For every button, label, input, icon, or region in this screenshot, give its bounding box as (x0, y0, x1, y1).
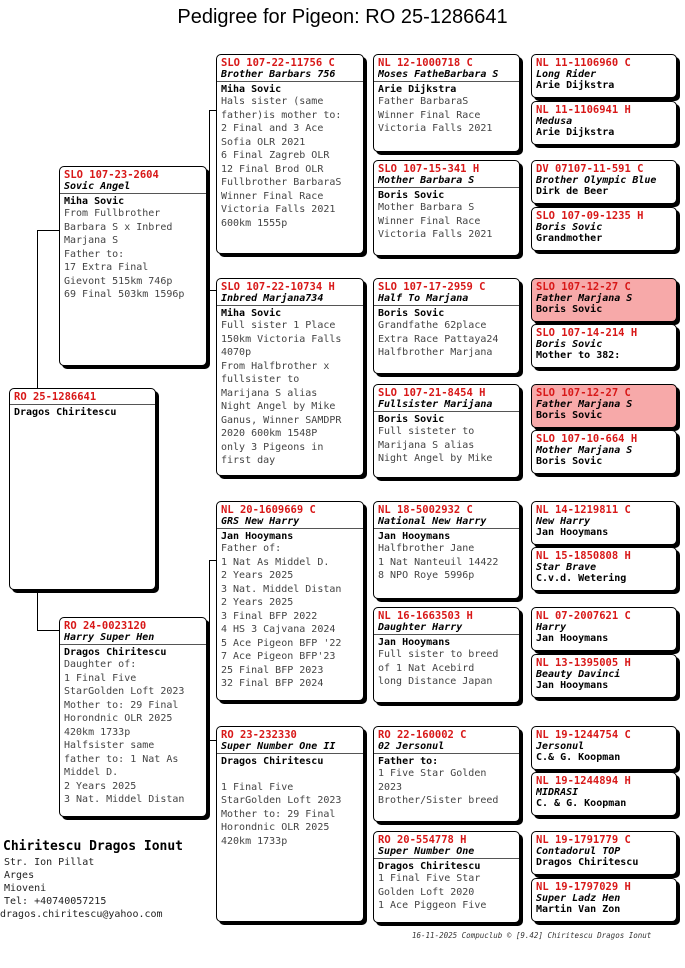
ring-number: NL 11-1106960 C (536, 57, 631, 69)
footer-credit: 16-11-2025 Compuclub © [9.42] Chiritescu Dragos Ionut (412, 931, 652, 940)
pigeon-name: Contadorul TOP (536, 846, 621, 857)
owner: Dragos Chiritescu (221, 756, 324, 767)
pigeon-name: National New Harry (378, 516, 487, 527)
pigeon-card-sire-sire[interactable] (216, 54, 364, 254)
pigeon-card-g9[interactable] (531, 501, 677, 545)
description: Grandfathe 62place Extra Race Pattaya24 Halfbrother Marjana (378, 320, 499, 358)
pigeon-name: 02 Jersonul (378, 741, 445, 752)
description: Full sister 1 Place 150km Victoria Falls 4070p From Halfbrother x fullsister to Marijana S alias Night Angel by Mike Ganus, Winner SAMDPR 2020 600km 1548P only 3 Pigeons in first day (221, 320, 342, 466)
pigeon-card-g8[interactable] (531, 430, 677, 474)
connector (209, 560, 210, 740)
pigeon-name: Boris Sovic (536, 339, 603, 350)
ring-number: NL 11-1106941 H (536, 104, 631, 116)
pigeon-card-ddd[interactable] (373, 831, 520, 923)
connector (37, 230, 38, 390)
owner: C.v.d. Wetering (536, 573, 627, 584)
pigeon-name: Long Rider (536, 69, 597, 80)
ring-number: NL 14-1219811 C (536, 504, 631, 516)
pigeon-card-g1[interactable] (531, 54, 677, 98)
pigeon-name: Boris Sovic (536, 222, 603, 233)
divider (60, 644, 206, 645)
ring-number: RO 24-0023120 (64, 620, 147, 632)
pigeon-card-dam-dam[interactable] (216, 726, 364, 922)
ring-number: NL 20-1609669 C (221, 504, 316, 516)
divider (217, 753, 363, 754)
owner: Boris Sovic (378, 190, 445, 201)
divider (374, 411, 519, 412)
pigeon-card-sss[interactable] (373, 54, 520, 152)
pigeon-name: Jersonul (536, 741, 585, 752)
pigeon-name: Harry (536, 622, 567, 633)
ring-number: RO 20-554778 H (378, 834, 467, 846)
pigeon-name: Star Brave (536, 562, 597, 573)
description: Mother Barbara S Winner Final Race Victoria Falls 2021 (378, 202, 493, 240)
page-title: Pedigree for Pigeon: RO 25-1286641 (177, 6, 508, 28)
owner: Father to: (378, 756, 439, 767)
pigeon-card-g15[interactable] (531, 831, 677, 875)
owner: Arie Dijkstra (536, 80, 615, 91)
divider (374, 305, 519, 306)
pigeon-card-g14[interactable] (531, 772, 677, 816)
breeder-city: Mioveni (4, 883, 47, 894)
owner: C. & G. Koopman (536, 798, 627, 809)
ring-number: SLO 107-22-11756 C (221, 57, 335, 69)
owner: Jan Hooymans (221, 531, 294, 542)
ring-number: NL 12-1000718 C (378, 57, 473, 69)
connector (209, 560, 216, 561)
ring-number: NL 18-5002932 C (378, 504, 473, 516)
description: 1 Final Five StarGolden Loft 2023 Mother to: 29 Final Horondnic OLR 2025 420km 1733p (221, 781, 342, 847)
pigeon-card-dds[interactable] (373, 726, 520, 822)
pigeon-name: Moses FatheBarbara S (378, 69, 499, 80)
breeder-county: Arges (4, 870, 35, 881)
ring-number: NL 19-1791779 C (536, 834, 631, 846)
ring-number: SLO 107-22-10734 H (221, 281, 335, 293)
owner: Dirk de Beer (536, 186, 609, 197)
pigeon-card-sire-dam[interactable] (216, 278, 364, 476)
owner: Dragos Chiritescu (64, 647, 167, 658)
owner: Boris Sovic (536, 456, 603, 467)
pigeon-card-sdd[interactable] (373, 384, 520, 478)
pigeon-name: Mother Barbara S (378, 175, 475, 186)
breeder-phone: Tel: +40740057215 (4, 896, 107, 907)
owner: Martin Van Zon (536, 904, 621, 915)
pigeon-card-subject[interactable] (9, 388, 156, 590)
owner: Boris Sovic (536, 304, 603, 315)
owner: Miha Sovic (221, 84, 282, 95)
divider (374, 528, 519, 529)
pigeon-name: Brother Olympic Blue (536, 175, 657, 186)
pigeon-card-g13[interactable] (531, 726, 677, 770)
description: Full sisteter to Marijana S alias Night Angel by Mike (378, 426, 493, 464)
description: Father BarbaraS Winner Final Race Victoria Falls 2021 (378, 96, 493, 134)
pigeon-name: Fullsister Marijana (378, 399, 493, 410)
divider (217, 305, 363, 306)
owner: Boris Sovic (378, 414, 445, 425)
description: Hals sister (same father)is mother to: 2 Final and 3 Ace Sofia OLR 2021 6 Final Zagreb OLR 12 Final Brod OLR Fullbrother BarbaraS Winner Final Race Victoria Falls 2021 600km 1555p (221, 96, 342, 229)
ring-number: RO 22-160002 C (378, 729, 467, 741)
pigeon-card-g10[interactable] (531, 547, 677, 591)
owner: Jan Hooymans (378, 637, 451, 648)
pigeon-name: Father Marjana S (536, 293, 633, 304)
pigeon-name: Super Number One II (221, 741, 336, 752)
ring-number: SLO 107-21-8454 H (378, 387, 486, 399)
pigeon-name: Half To Marjana (378, 293, 469, 304)
description: 1 Five Star Golden 2023 Brother/Sister breed (378, 768, 499, 806)
pigeon-name: Daughter Harry (378, 622, 463, 633)
ring-number: SLO 107-14-214 H (536, 327, 638, 339)
breeder-street: Str. Ion Pillat (4, 857, 95, 868)
ring-number: RO 23-232330 (221, 729, 297, 741)
connector (209, 290, 216, 291)
ring-number: SLO 107-10-664 H (536, 433, 638, 445)
pigeon-name: Super Ladz Hen (536, 893, 621, 904)
connector (209, 110, 216, 111)
pigeon-card-g12[interactable] (531, 654, 677, 698)
ring-number: NL 13-1395005 H (536, 657, 631, 669)
ring-number: RO 25-1286641 (14, 391, 97, 403)
owner: Miha Sovic (64, 196, 125, 207)
ring-number: NL 07-2007621 C (536, 610, 631, 622)
pigeon-card-g3[interactable] (531, 160, 677, 204)
description: From Fullbrother Barbara S x Inbred Marjana S Father to: 17 Extra Final Gievont 515km 746p 69 Final 503km 1596p (64, 208, 185, 300)
owner: Jan Hooymans (536, 633, 609, 644)
pigeon-name: Super Number One (378, 846, 475, 857)
owner: Jan Hooymans (536, 527, 609, 538)
ring-number: SLO 107-12-27 C (536, 281, 631, 293)
owner: Grandmother (536, 233, 603, 244)
divider (217, 81, 363, 82)
breeder-name: Chiritescu Dragos Ionut (3, 839, 184, 854)
description: Daughter of: 1 Final Five StarGolden Loft 2023 Mother to: 29 Final Horondnic OLR 2025 420km 1733p Halfsister same father to: 1 Nat As Middel D. 2 Years 2025 3 Nat. Middel Distan (64, 659, 185, 805)
description: Father of: 1 Nat As Middel D. 2 Years 2025 3 Nat. Middel Distan 2 Years 2025 3 Final BFP 2022 4 HS 3 Cajvana 2024 5 Ace Pigeon BFP '22 7 Ace Pigeon BFP'23 25 Final BFP 2023 32 Final BFP 2024 (221, 543, 342, 689)
pigeon-name: Sovic Angel (64, 181, 131, 192)
ring-number: NL 15-1850808 H (536, 550, 631, 562)
owner: Arie Dijkstra (536, 127, 615, 138)
ring-number: NL 16-1663503 H (378, 610, 473, 622)
breeder-email: dragos.chiritescu@yahoo.com (0, 909, 163, 920)
pigeon-card-ssd[interactable] (373, 160, 520, 256)
owner: Dragos Chiritescu (536, 857, 639, 868)
ring-number: SLO 107-09-1235 H (536, 210, 644, 222)
description: 1 Final Five Star Golden Loft 2020 1 Ace Piggeon Five (378, 873, 487, 911)
pigeon-name: Father Marjana S (536, 399, 633, 410)
owner: Boris Sovic (536, 410, 603, 421)
ring-number: SLO 107-17-2959 C (378, 281, 486, 293)
connector (37, 590, 38, 630)
ring-number: SLO 107-23-2604 (64, 169, 159, 181)
owner: C.& G. Koopman (536, 752, 621, 763)
ring-number: SLO 107-15-341 H (378, 163, 480, 175)
pigeon-card-g4[interactable] (531, 207, 677, 251)
pigeon-card-g2[interactable] (531, 101, 677, 145)
description: Full sister to breed of 1 Nat Acebird long Distance Japan (378, 649, 499, 687)
owner: Boris Sovic (378, 308, 445, 319)
pigeon-name: Medusa (536, 116, 573, 127)
pigeon-card-dam-sire[interactable] (216, 501, 364, 701)
owner: Jan Hooymans (378, 531, 451, 542)
owner: Mother to 382: (536, 350, 621, 361)
connector (209, 740, 216, 741)
pigeon-name: New Harry (536, 516, 591, 527)
pigeon-card-g6[interactable] (531, 324, 677, 368)
divider (374, 634, 519, 635)
pigeon-card-g7[interactable] (531, 384, 677, 428)
divider (374, 187, 519, 188)
owner: Dragos Chiritescu (378, 861, 481, 872)
pigeon-name: Harry Super Hen (64, 632, 155, 643)
divider (10, 404, 155, 405)
ring-number: NL 19-1244894 H (536, 775, 631, 787)
owner: Dragos Chiritescu (14, 407, 117, 418)
pigeon-name: GRS New Harry (221, 516, 300, 527)
ring-number: SLO 107-12-27 C (536, 387, 631, 399)
owner: Miha Sovic (221, 308, 282, 319)
pigeon-card-dss[interactable] (373, 501, 520, 599)
pigeon-card-g5[interactable] (531, 278, 677, 322)
pigeon-name: MIDRASI (536, 787, 579, 798)
pigeon-name: Beauty Davinci (536, 669, 621, 680)
divider (374, 81, 519, 82)
ring-number: NL 19-1244754 C (536, 729, 631, 741)
connector (37, 630, 59, 631)
breeder-info (0, 839, 184, 921)
connector (37, 230, 59, 231)
pigeon-card-dam[interactable] (59, 617, 207, 817)
pigeon-card-sds[interactable] (373, 278, 520, 374)
divider (217, 528, 363, 529)
pigeon-card-g16[interactable] (531, 878, 677, 922)
pigeon-name: Brother Barbars 756 (221, 69, 336, 80)
owner: Arie Dijkstra (378, 84, 457, 95)
ring-number: NL 19-1797029 H (536, 881, 631, 893)
pigeon-name: Mother Marjana S (536, 445, 633, 456)
owner: Jan Hooymans (536, 680, 609, 691)
divider (374, 858, 519, 859)
pigeon-name: Inbred Marjana734 (221, 293, 324, 304)
description: Halfbrother Jane 1 Nat Nanteuil 14422 8 NPO Roye 5996p (378, 543, 499, 581)
connector (209, 110, 210, 290)
pigeon-card-sire[interactable] (59, 166, 207, 366)
divider (374, 753, 519, 754)
ring-number: DV 07107-11-591 C (536, 163, 644, 175)
pigeon-card-g11[interactable] (531, 607, 677, 651)
divider (60, 193, 206, 194)
pigeon-card-dsd[interactable] (373, 607, 520, 703)
